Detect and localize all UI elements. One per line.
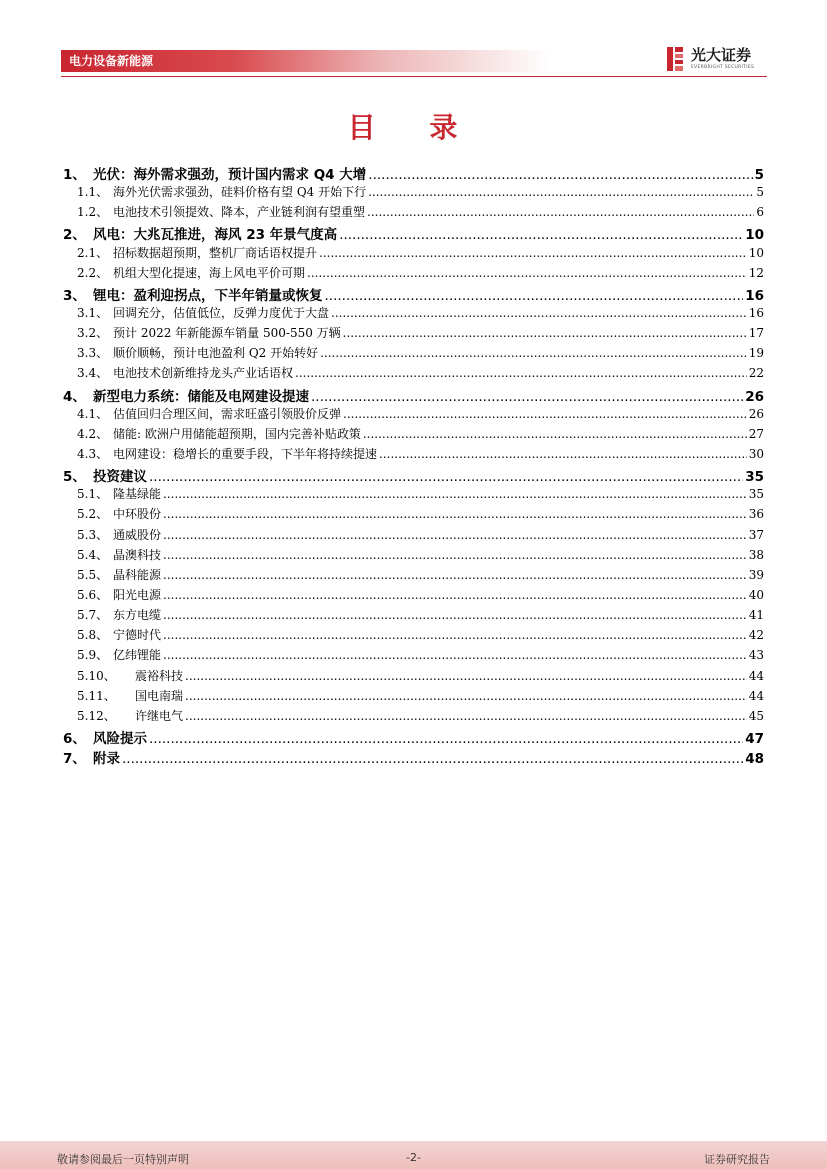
toc-page: 6 bbox=[756, 205, 764, 220]
toc-entry[interactable] bbox=[61, 687, 764, 707]
dot-leader bbox=[163, 548, 747, 562]
toc-number: 3、 bbox=[63, 287, 86, 304]
toc-page: 35 bbox=[745, 469, 764, 486]
dot-leader bbox=[379, 447, 747, 461]
toc-number: 1、 bbox=[63, 167, 86, 183]
toc-text: 机组大型化提速，海上风电平价可期 bbox=[113, 265, 306, 280]
toc-text: 新型电力系统：储能及电网建设提速 bbox=[93, 388, 309, 405]
toc-page: 43 bbox=[748, 648, 764, 663]
toc-entry[interactable] bbox=[61, 465, 764, 485]
toc-entry[interactable] bbox=[61, 445, 764, 465]
toc-text: 电池技术引领提效、降本，产业链利润有望重塑 bbox=[113, 205, 366, 220]
toc-text: 海外光伏需求强劲，硅料价格有望 Q4 开始下行 bbox=[113, 185, 367, 200]
toc-page: 26 bbox=[748, 406, 764, 421]
dot-leader bbox=[367, 205, 754, 219]
toc-page: 35 bbox=[748, 487, 764, 502]
dot-leader bbox=[163, 528, 747, 542]
page-title: 目 录 bbox=[347, 111, 480, 144]
toc-page: 37 bbox=[748, 527, 764, 542]
toc-page: 10 bbox=[745, 227, 764, 244]
toc-number: 1.1、 bbox=[77, 185, 109, 200]
toc-number: 3.4、 bbox=[77, 366, 109, 381]
dot-leader bbox=[320, 346, 747, 360]
footer-report-type: 证券研究报告 bbox=[704, 1153, 770, 1166]
dot-leader bbox=[339, 227, 743, 243]
toc-number: 5.1、 bbox=[77, 487, 109, 502]
footer-disclaimer: 敬请参阅最后一页特别声明 bbox=[57, 1153, 189, 1166]
toc-page: 5 bbox=[756, 185, 764, 200]
toc-text: 通威股份 bbox=[113, 527, 162, 542]
toc-page: 30 bbox=[748, 446, 764, 461]
toc-text: 亿纬锂能 bbox=[113, 648, 162, 663]
toc-page: 36 bbox=[748, 507, 764, 522]
toc-number: 5.11、 bbox=[77, 688, 116, 703]
dot-leader bbox=[319, 246, 747, 260]
toc-number: 5.5、 bbox=[77, 567, 109, 582]
toc-text: 东方电缆 bbox=[113, 608, 162, 623]
header-rule bbox=[61, 76, 767, 77]
toc-page: 26 bbox=[745, 388, 764, 405]
toc-number: 4、 bbox=[63, 388, 86, 405]
toc-page: 41 bbox=[748, 608, 764, 623]
toc-entry[interactable] bbox=[61, 364, 764, 384]
dot-leader bbox=[122, 751, 743, 767]
toc-entry[interactable] bbox=[61, 626, 764, 646]
toc-entry[interactable] bbox=[61, 566, 764, 586]
toc-page: 12 bbox=[748, 265, 764, 280]
toc-entry[interactable] bbox=[61, 707, 764, 727]
toc-entry[interactable] bbox=[61, 586, 764, 606]
toc-number: 4.1、 bbox=[77, 406, 109, 421]
toc-number: 5.12、 bbox=[77, 708, 116, 723]
toc-text: 晶科能源 bbox=[113, 567, 162, 582]
toc-text: 储能: 欧洲户用储能超预期，国内完善补贴政策 bbox=[113, 426, 361, 441]
section-label: 电力设备新能源 bbox=[69, 54, 154, 68]
toc-number: 5.10、 bbox=[77, 668, 116, 683]
dot-leader bbox=[307, 266, 747, 280]
toc-page: 22 bbox=[748, 366, 764, 381]
dot-leader bbox=[163, 588, 747, 602]
dot-leader bbox=[163, 568, 747, 582]
table-of-contents bbox=[61, 163, 764, 767]
toc-text: 估值回归合理区间，需求旺盛引领股价反弹 bbox=[113, 406, 342, 421]
toc-entry[interactable] bbox=[61, 324, 764, 344]
dot-leader bbox=[163, 628, 747, 642]
logo-mark-icon bbox=[665, 45, 685, 73]
toc-text: 中环股份 bbox=[113, 507, 162, 522]
toc-text: 附录 bbox=[93, 751, 120, 768]
toc-entry[interactable] bbox=[61, 505, 764, 525]
dot-leader bbox=[311, 389, 743, 405]
toc-entry[interactable] bbox=[61, 425, 764, 445]
toc-number: 1.2、 bbox=[77, 205, 109, 220]
toc-entry[interactable] bbox=[61, 244, 764, 264]
company-logo bbox=[665, 45, 767, 73]
toc-entry[interactable] bbox=[61, 203, 764, 223]
toc-page: 27 bbox=[748, 426, 764, 441]
toc-text: 许继电气 bbox=[135, 708, 184, 723]
dot-leader bbox=[331, 306, 747, 320]
toc-page: 16 bbox=[748, 305, 764, 320]
dot-leader bbox=[343, 326, 747, 340]
toc-page: 47 bbox=[745, 730, 764, 747]
toc-number: 5.9、 bbox=[77, 648, 109, 663]
toc-entry[interactable] bbox=[61, 485, 764, 505]
toc-text: 隆基绿能 bbox=[113, 487, 162, 502]
dot-leader bbox=[149, 731, 743, 747]
dot-leader bbox=[185, 709, 747, 723]
toc-text: 预计 2022 年新能源车销量 500-550 万辆 bbox=[113, 326, 341, 341]
toc-page: 48 bbox=[745, 751, 764, 768]
toc-text: 锂电：盈利迎拐点，下半年销量或恢复 bbox=[93, 287, 323, 304]
toc-text: 阳光电源 bbox=[113, 587, 162, 602]
toc-text: 震裕科技 bbox=[135, 668, 184, 683]
dot-leader bbox=[163, 507, 747, 521]
toc-page: 44 bbox=[748, 668, 764, 683]
toc-number: 3.1、 bbox=[77, 305, 109, 320]
toc-entry[interactable] bbox=[61, 747, 764, 767]
dot-leader bbox=[185, 669, 747, 683]
toc-page: 40 bbox=[748, 587, 764, 602]
dot-leader bbox=[295, 366, 747, 380]
toc-number: 2、 bbox=[63, 227, 86, 244]
toc-page: 44 bbox=[748, 688, 764, 703]
toc-text: 风险提示 bbox=[93, 730, 147, 747]
logo-name-cn: 光大证券 bbox=[691, 46, 752, 64]
toc-number: 2.2、 bbox=[77, 265, 109, 280]
toc-entry[interactable] bbox=[61, 727, 764, 747]
toc-number: 4.3、 bbox=[77, 446, 109, 461]
footer-page-number: -2- bbox=[406, 1151, 421, 1164]
toc-number: 5.8、 bbox=[77, 628, 109, 643]
dot-leader bbox=[163, 608, 747, 622]
toc-entry[interactable] bbox=[61, 163, 764, 183]
toc-text: 风电：大兆瓦推进，海风 23 年景气度高 bbox=[93, 227, 338, 244]
toc-number: 3.3、 bbox=[77, 346, 109, 361]
toc-text: 晶澳科技 bbox=[113, 547, 162, 562]
toc-entry[interactable] bbox=[61, 667, 764, 687]
toc-entry[interactable] bbox=[61, 546, 764, 566]
dot-leader bbox=[163, 648, 747, 662]
toc-text: 电网建设：稳增长的重要手段，下半年将持续提速 bbox=[113, 446, 378, 461]
toc-page: 42 bbox=[748, 628, 764, 643]
toc-entry[interactable] bbox=[61, 183, 764, 203]
toc-text: 顺价顺畅，预计电池盈利 Q2 开始转好 bbox=[113, 346, 319, 361]
page-footer bbox=[0, 1141, 827, 1169]
toc-page: 39 bbox=[748, 567, 764, 582]
dot-leader bbox=[149, 469, 743, 485]
toc-number: 2.1、 bbox=[77, 245, 109, 260]
toc-entry[interactable] bbox=[61, 223, 764, 243]
toc-number: 4.2、 bbox=[77, 426, 109, 441]
toc-page: 10 bbox=[748, 245, 764, 260]
toc-text: 回调充分，估值低位，反弹力度优于大盘 bbox=[113, 305, 330, 320]
toc-page: 38 bbox=[748, 547, 764, 562]
toc-number: 3.2、 bbox=[77, 326, 109, 341]
toc-page: 19 bbox=[748, 346, 764, 361]
toc-number: 7、 bbox=[63, 751, 86, 768]
toc-entry[interactable] bbox=[61, 304, 764, 324]
toc-text: 光伏：海外需求强劲，预计国内需求 Q4 大增 bbox=[93, 167, 367, 183]
toc-text: 电池技术创新维持龙头产业话语权 bbox=[113, 366, 294, 381]
toc-text: 投资建议 bbox=[93, 469, 147, 486]
toc-entry[interactable] bbox=[61, 606, 764, 626]
toc-entry[interactable] bbox=[61, 264, 764, 284]
toc-page: 45 bbox=[748, 708, 764, 723]
toc-number: 5.7、 bbox=[77, 608, 109, 623]
logo-name-en: EVERBRIGHT SECURITIES bbox=[691, 65, 755, 70]
toc-number: 5.6、 bbox=[77, 587, 109, 602]
toc-entry[interactable] bbox=[61, 646, 764, 666]
page-header bbox=[61, 45, 767, 79]
toc-entry[interactable] bbox=[61, 385, 764, 405]
toc-number: 5、 bbox=[63, 469, 86, 486]
toc-page: 17 bbox=[748, 326, 764, 341]
dot-leader bbox=[363, 427, 747, 441]
dot-leader bbox=[368, 167, 752, 183]
toc-text: 国电南瑞 bbox=[135, 688, 184, 703]
toc-text: 宁德时代 bbox=[113, 628, 162, 643]
toc-number: 5.2、 bbox=[77, 507, 109, 522]
toc-number: 5.4、 bbox=[77, 547, 109, 562]
toc-page: 5 bbox=[754, 167, 764, 183]
toc-number: 5.3、 bbox=[77, 527, 109, 542]
toc-number: 6、 bbox=[63, 730, 86, 747]
dot-leader bbox=[343, 407, 747, 421]
toc-entry[interactable] bbox=[61, 526, 764, 546]
toc-entry[interactable] bbox=[61, 344, 764, 364]
toc-entry[interactable] bbox=[61, 405, 764, 425]
dot-leader bbox=[163, 487, 747, 501]
dot-leader bbox=[368, 185, 754, 199]
toc-entry[interactable] bbox=[61, 284, 764, 304]
dot-leader bbox=[185, 689, 747, 703]
dot-leader bbox=[325, 288, 744, 304]
toc-page: 16 bbox=[745, 287, 764, 304]
toc-text: 招标数据超预期，整机厂商话语权提升 bbox=[113, 245, 318, 260]
